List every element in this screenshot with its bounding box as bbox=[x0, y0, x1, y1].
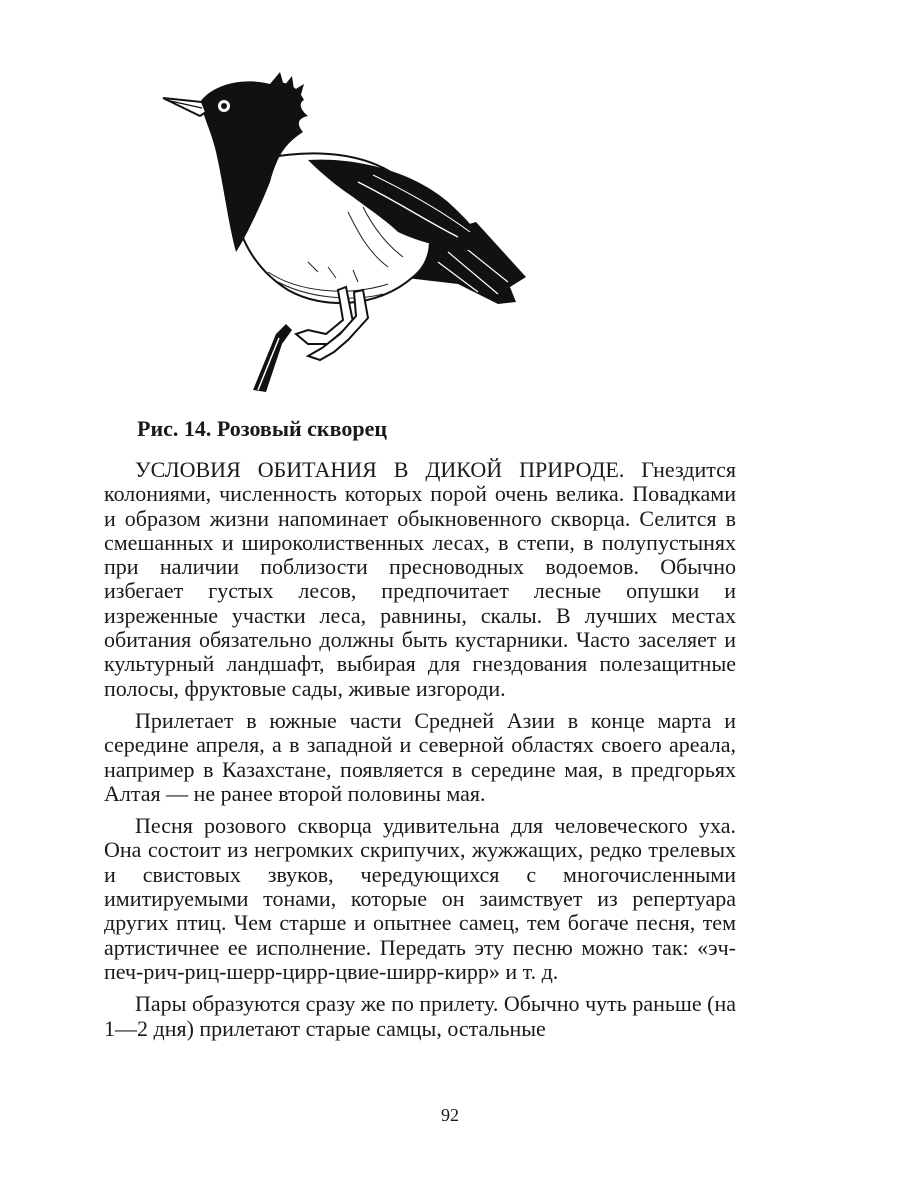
page-number: 92 bbox=[441, 1105, 459, 1125]
paragraph: Прилетает в южные части Средней Азии в конце марта и середине апреля, а в западной и северной областях своего ареала, например в Казахстане, появляется в середине мая, в предгорьях Алтая — не ранее второй половины мая. bbox=[104, 707, 736, 806]
paragraph: Пары образуются сразу же по прилету. Обычно чуть раньше (на 1—2 дня) прилетают старые самцы, остальные bbox=[104, 991, 736, 1041]
figure-caption: Рис. 14. Розовый скворец bbox=[137, 416, 388, 441]
paragraph: Песня розового скворца удивительна для человеческого уха. Она состоит из негромких скрипучих, жужжащих, редко трелевых и свистовых звуков, чередующихся с многочисленными имитируемыми тонами, которые он заимствует из репертуара других птиц. Чем старше и опытнее самец, тем богаче песня, тем артистичнее ее исполнение. Передать эту песню можно так: «эч-печ-рич-риц-шерр-цирр-цвие-ширр-кирр» и т. д. bbox=[104, 813, 736, 984]
branch bbox=[253, 324, 292, 392]
rosy-starling-illustration bbox=[158, 72, 538, 394]
paragraph: УСЛОВИЯ ОБИТАНИЯ В ДИКОЙ ПРИРОДЕ. Гнездится колониями, численность которых порой очень велика. Повадками и образом жизни напоминает обыкновенного скворца. Селится в смешанных и широколиственных лесах, в степи, в полупустынях при наличии поблизости пресноводных водоемов. Обычно избегает густых лесов, предпочитает лесные опушки и изреженные участки леса, равнины, скалы. В лучших местах обитания обязательно должны быть кустарники. Часто заселяет и культурный ландшафт, выбирая для гнездования полезащитные полосы, фруктовые сады, живые изгороди. bbox=[104, 457, 736, 701]
body-text bbox=[104, 458, 736, 1049]
